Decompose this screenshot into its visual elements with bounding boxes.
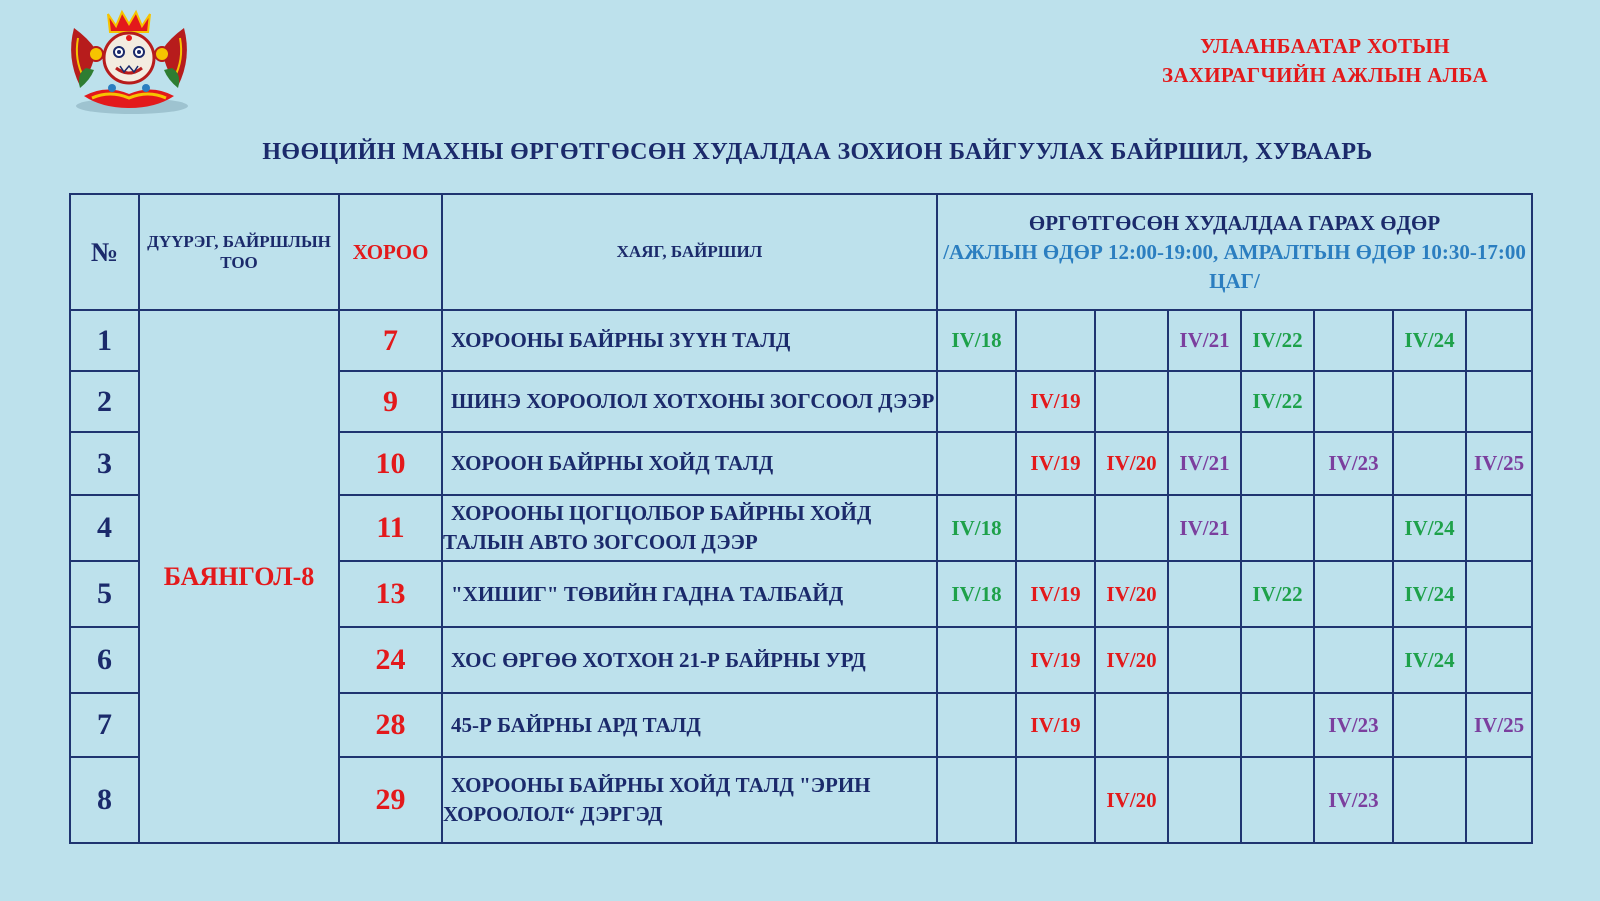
date-cell: IV/22 [1241,561,1314,627]
date-cell [1095,495,1168,561]
header-no: № [70,194,139,310]
date-cell [1168,371,1241,432]
organization-line-1: УЛААНБААТАР ХОТЫН [1200,34,1450,58]
date-cell [1466,627,1532,693]
khoroo-number: 29 [339,757,442,843]
date-cell: IV/19 [1016,371,1095,432]
khoroo-number: 9 [339,371,442,432]
khoroo-number: 28 [339,693,442,757]
khoroo-number: 10 [339,432,442,495]
row-number: 8 [70,757,139,843]
address-cell: ХОРООНЫ БАЙРНЫ ХОЙД ТАЛД "ЭРИН ХОРООЛОЛ“ ДЭРГЭД [442,757,937,843]
table-row [70,310,1532,371]
date-cell [1466,371,1532,432]
date-cell: IV/18 [937,561,1016,627]
date-cell [1016,310,1095,371]
date-cell: IV/20 [1095,561,1168,627]
row-number: 6 [70,627,139,693]
address-cell: 45-Р БАЙРНЫ АРД ТАЛД [442,693,937,757]
date-cell [1168,757,1241,843]
row-number: 2 [70,371,139,432]
date-cell: IV/24 [1393,310,1466,371]
khoroo-number: 13 [339,561,442,627]
header-dates-title: ӨРГӨТГӨСӨН ХУДАЛДАА ГАРАХ ӨДӨР [1028,210,1441,235]
address-cell: ШИНЭ ХОРООЛОЛ ХОТХОНЫ ЗОГСООЛ ДЭЭР [442,371,937,432]
date-cell: IV/23 [1314,693,1393,757]
date-cell: IV/20 [1095,432,1168,495]
date-cell [1393,432,1466,495]
date-cell [1241,757,1314,843]
date-cell [937,627,1016,693]
date-cell [937,693,1016,757]
date-cell: IV/24 [1393,495,1466,561]
date-cell: IV/21 [1168,495,1241,561]
khoroo-number: 24 [339,627,442,693]
mongolian-emblem-icon [66,8,192,116]
khoroo-number: 7 [339,310,442,371]
date-cell: IV/20 [1095,627,1168,693]
organization-name [1162,32,1488,90]
row-number: 1 [70,310,139,371]
row-number: 5 [70,561,139,627]
date-cell: IV/24 [1393,561,1466,627]
date-cell: IV/22 [1241,310,1314,371]
date-cell [937,371,1016,432]
date-cell: IV/18 [937,310,1016,371]
header-khoroo: ХОРОО [339,194,442,310]
date-cell: IV/19 [1016,432,1095,495]
date-cell [1314,627,1393,693]
date-cell [1241,627,1314,693]
row-number: 7 [70,693,139,757]
date-cell: IV/19 [1016,561,1095,627]
date-cell [1466,757,1532,843]
date-cell: IV/19 [1016,627,1095,693]
date-cell: IV/18 [937,495,1016,561]
table-header-row [70,194,1532,310]
date-cell [1168,561,1241,627]
date-cell [1314,371,1393,432]
row-number: 3 [70,432,139,495]
header-dates-hours: /АЖЛЫН ӨДӨР 12:00-19:00, АМРАЛТЫН ӨДӨР 10:30-17:00 ЦАГ/ [943,239,1526,293]
row-number: 4 [70,495,139,561]
organization-line-2: ЗАХИРАГЧИЙН АЖЛЫН АЛБА [1161,63,1488,87]
date-cell: IV/24 [1393,627,1466,693]
date-cell [1314,495,1393,561]
date-cell [1095,310,1168,371]
address-cell: ХОС ӨРГӨӨ ХОТХОН 21-Р БАЙРНЫ УРД [442,627,937,693]
date-cell: IV/21 [1168,310,1241,371]
schedule-table [69,193,1533,844]
date-cell: IV/25 [1466,432,1532,495]
date-cell: IV/23 [1314,432,1393,495]
date-cell: IV/19 [1016,693,1095,757]
district-name: БАЯНГОЛ-8 [139,310,339,843]
date-cell [1393,757,1466,843]
date-cell: IV/25 [1466,693,1532,757]
date-cell [1314,561,1393,627]
khoroo-number: 11 [339,495,442,561]
header-district: ДҮҮРЭГ, БАЙРШЛЫН ТОО [139,194,339,310]
date-cell [1466,495,1532,561]
date-cell [1314,310,1393,371]
date-cell: IV/21 [1168,432,1241,495]
date-cell [1393,693,1466,757]
date-cell: IV/23 [1314,757,1393,843]
page-title: НӨӨЦИЙН МАХНЫ ӨРГӨТГӨСӨН ХУДАЛДАА ЗОХИОН БАЙГУУЛАХ БАЙРШИЛ, ХУВААРЬ [262,139,1373,165]
date-cell [1466,310,1532,371]
date-cell [1016,495,1095,561]
header-dates [937,194,1532,310]
date-cell [1241,495,1314,561]
date-cell [937,757,1016,843]
date-cell [1095,371,1168,432]
header-address: ХАЯГ, БАЙРШИЛ [442,194,937,310]
date-cell [1095,693,1168,757]
address-cell: ХОРООН БАЙРНЫ ХОЙД ТАЛД [442,432,937,495]
address-cell: ХОРООНЫ БАЙРНЫ ЗҮҮН ТАЛД [442,310,937,371]
date-cell [1466,561,1532,627]
date-cell: IV/20 [1095,757,1168,843]
date-cell [1393,371,1466,432]
date-cell [937,432,1016,495]
date-cell [1168,627,1241,693]
address-cell: "ХИШИГ" ТӨВИЙН ГАДНА ТАЛБАЙД [442,561,937,627]
date-cell [1016,757,1095,843]
date-cell [1241,693,1314,757]
date-cell [1241,432,1314,495]
address-cell: ХОРООНЫ ЦОГЦОЛБОР БАЙРНЫ ХОЙД ТАЛЫН АВТО ЗОГСООЛ ДЭЭР [442,495,937,561]
date-cell [1168,693,1241,757]
date-cell: IV/22 [1241,371,1314,432]
